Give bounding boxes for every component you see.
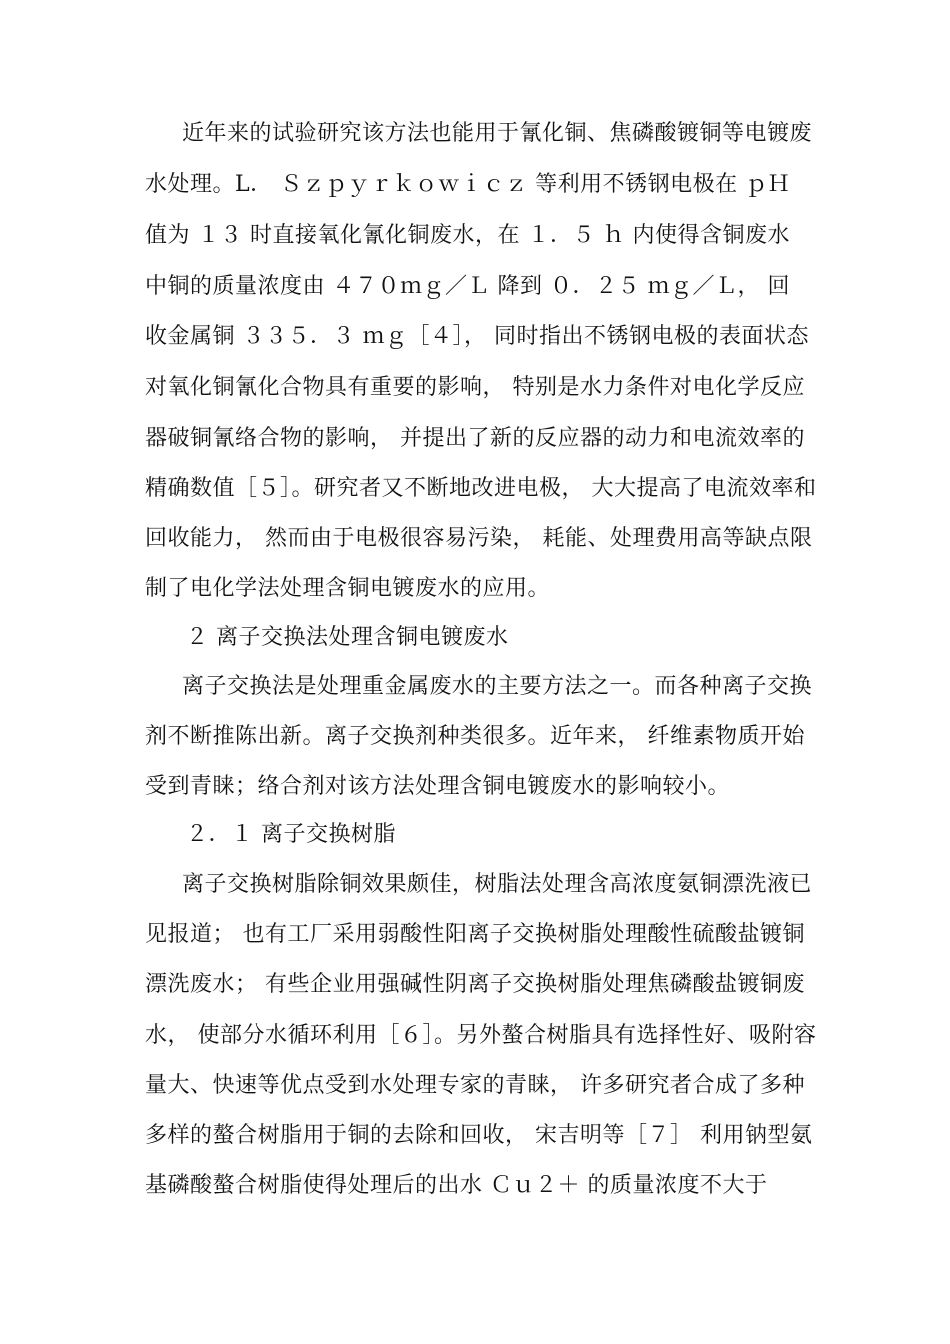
paragraph-line: 中铜的质量浓度由 ４７０ｍｇ／Ｌ 降到 ０．２５ ｍｇ／Ｌ， 回 (145, 274, 790, 299)
paragraph-line: 剂不断推陈出新。离子交换剂种类很多。近年来， 纤维素物质开始 (145, 724, 805, 749)
paragraph-line: 离子交换树脂除铜效果颇佳，树脂法处理含高浓度氨铜漂洗液已 (182, 872, 813, 897)
paragraph-line: 收金属铜 ３３５．３ ｍｇ［４］， 同时指出不锈钢电极的表面状态 (145, 324, 809, 349)
paragraph-line: 漂洗废水； 有些企业用强碱性阴离子交换树脂处理焦磷酸盐镀铜废 (145, 972, 805, 997)
paragraph-line: 近年来的试验研究该方法也能用于氰化铜、焦磷酸镀铜等电镀废 (182, 121, 813, 146)
paragraph-line: 制了电化学法处理含铜电镀废水的应用。 (145, 576, 551, 601)
paragraph-line: 见报道； 也有工厂采用弱酸性阳离子交换树脂处理酸性硫酸盐镀铜 (145, 922, 805, 947)
subsection-heading: ２．１ 离子交换树脂 (186, 822, 396, 847)
paragraph-line: 离子交换法是处理重金属废水的主要方法之一。而各种离子交换 (182, 674, 813, 699)
paragraph-line: 对氧化铜氰化合物具有重要的影响， 特别是水力条件对电化学反应 (145, 375, 805, 400)
paragraph-line: 回收能力， 然而由于电极很容易污染， 耗能、处理费用高等缺点限 (145, 526, 813, 551)
paragraph-line: 水， 使部分水循环利用［６］。另外螯合树脂具有选择性好、吸附容 (145, 1023, 817, 1048)
paragraph-line: 精确数值［５］。研究者又不断地改进电极， 大大提高了电流效率和 (145, 476, 817, 501)
paragraph-line: 基磷酸螯合树脂使得处理后的出水 Ｃｕ２＋ 的质量浓度不大于 (145, 1173, 768, 1198)
paragraph-line: 量大、快速等优点受到水处理专家的青睐， 许多研究者合成了多种 (145, 1073, 805, 1098)
paragraph-line: 水处理。L． Ｓｚｐｙｒｋｏｗｉｃｚ 等利用不锈钢电极在 ｐＨ (145, 172, 791, 197)
paragraph-line: 受到青睐；络合剂对该方法处理含铜电镀废水的影响较小。 (145, 774, 731, 799)
paragraph-line: 器破铜氰络合物的影响， 并提出了新的反应器的动力和电流效率的 (145, 426, 805, 451)
paragraph-line: 多样的螯合树脂用于铜的去除和回收， 宋吉明等［７］ 利用钠型氨 (145, 1123, 813, 1148)
paragraph-line: 值为 １３ 时直接氧化氰化铜废水，在 １．５ ｈ 内使得含铜废水 (145, 223, 790, 248)
section-heading: ２ 离子交换法处理含铜电镀废水 (186, 625, 509, 650)
